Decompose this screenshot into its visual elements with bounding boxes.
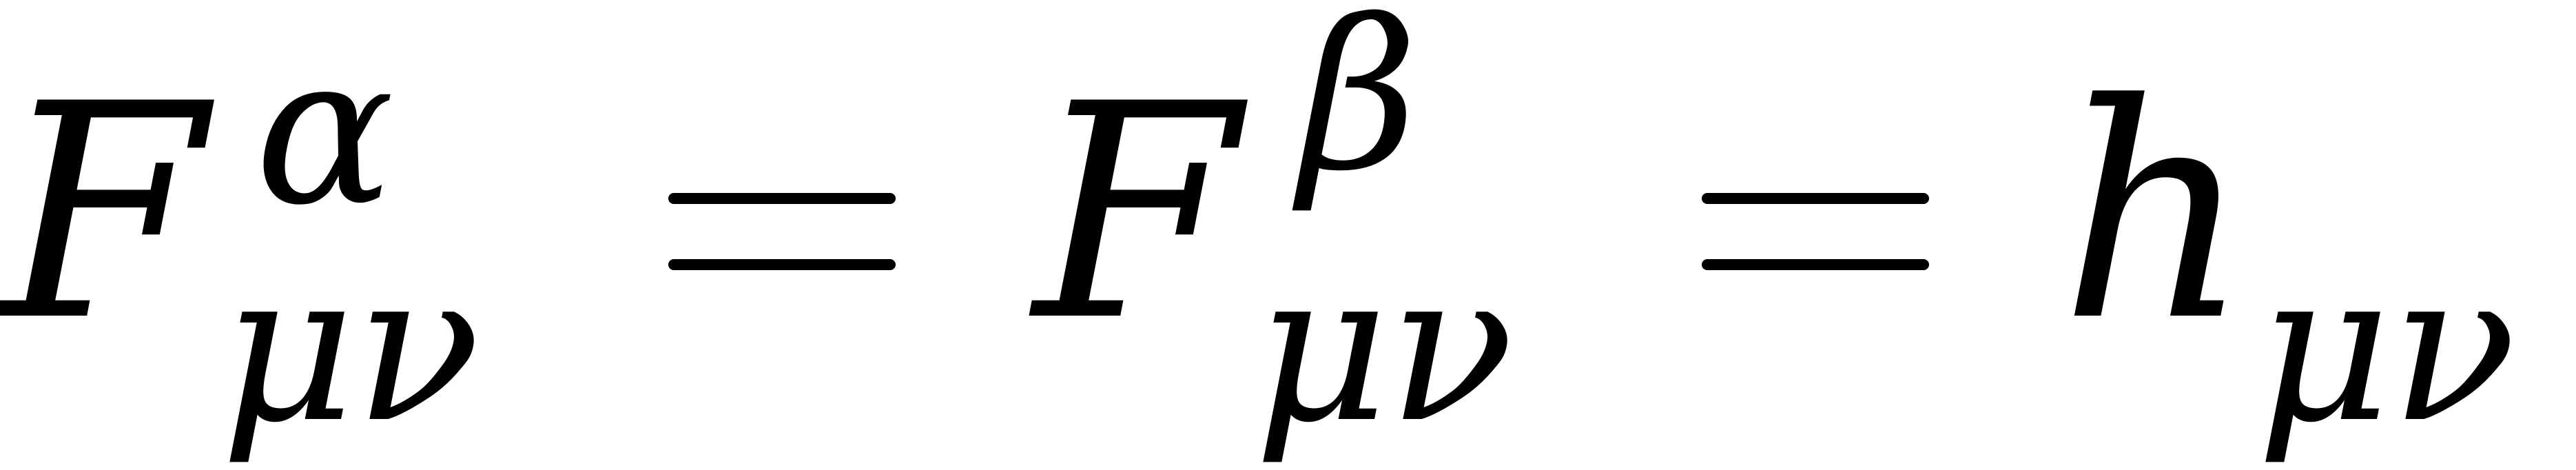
equals-sign-1-bottom-bar xyxy=(668,259,896,270)
equals-sign-2-top-bar xyxy=(1702,193,1929,204)
term2-base: F xyxy=(1033,41,1239,386)
equals-sign-1-top-bar xyxy=(668,193,896,204)
term2-subscript: μν xyxy=(1254,227,1514,468)
term-f-beta xyxy=(1033,0,1585,470)
term1-subscript: μν xyxy=(220,227,481,468)
term2-superscript: β xyxy=(1299,0,1419,216)
equals-sign-1 xyxy=(668,193,896,270)
term1-base: F xyxy=(0,41,206,386)
term-h xyxy=(2060,0,2576,470)
term3-subscript: μν xyxy=(2256,227,2517,468)
equals-sign-2-bottom-bar xyxy=(1702,259,1929,270)
term3-base: h xyxy=(2060,41,2251,386)
term-f-alpha xyxy=(0,0,551,470)
term1-superscript: α xyxy=(255,10,395,251)
equals-sign-2 xyxy=(1702,193,1929,270)
